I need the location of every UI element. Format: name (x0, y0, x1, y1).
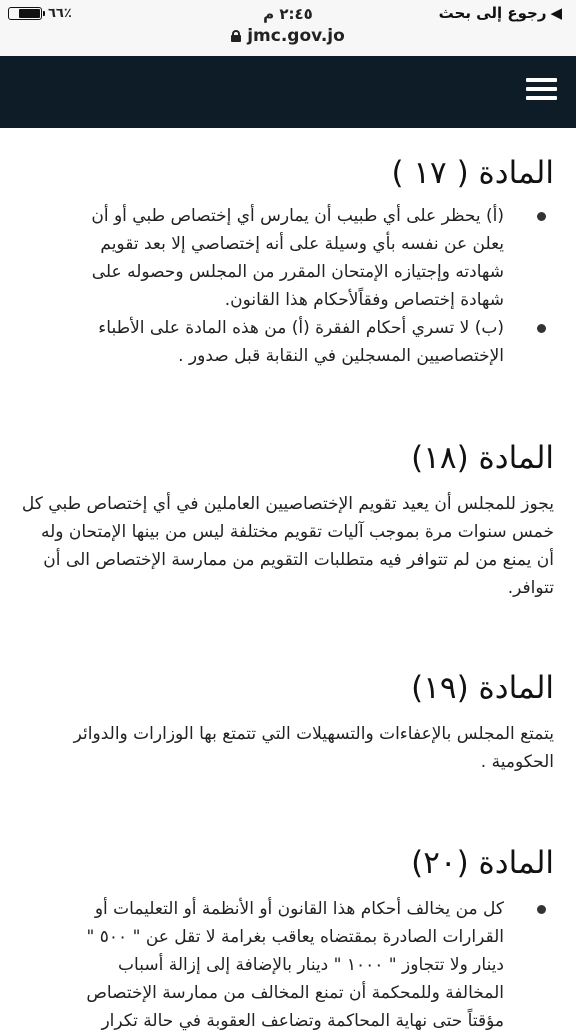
back-chevron-icon: ◀ (550, 4, 562, 22)
article-title: المادة (٢٠) (411, 845, 554, 881)
article-18 (20, 438, 554, 602)
article-text: يتمتع المجلس بالإعفاءات والتسهيلات التي تتمتع بها الوزارات والدوائر الحكومية . (73, 724, 554, 772)
lock-icon (231, 30, 241, 42)
url-text: jmc.gov.jo (247, 26, 345, 46)
article-list (20, 895, 554, 1035)
page-content (0, 128, 576, 1031)
back-to-search-label: رجوع إلى بحث (438, 4, 547, 22)
article-text: يجوز للمجلس أن يعيد تقويم الإختصاصيين العاملين في أي إختصاص طبي كل خمس سنوات مرة بموجب آليات تقويم مختلفة ليس من بينها الإمتحان وله أن يمنع من لم تتوافر فيه متطلبات التقويم من ممارسة الإختصاص الى أن تتوافر. (21, 494, 554, 598)
status-bar (0, 0, 576, 57)
article-title: المادة ( ١٧ ) (391, 155, 554, 191)
status-time: ٢:٤٥ م (263, 5, 313, 23)
article-title: المادة (١٨) (411, 440, 554, 476)
list-item: (أ) يحظر على أي طبيب أن يمارس أي إختصاص طبي أو أن يعلن عن نفسه بأي وسيلة على أنه إختصاصي إلا بعد تقويم شهادته وإجتيازه الإمتحان المقرر من المجلس وحصوله على شهادة إختصاص وفقاًلأحكام هذا القانون. (20, 202, 554, 314)
list-item: كل من يخالف أحكام هذا القانون أو الأنظمة أو التعليمات أو القرارات الصادرة بمقتضاه يعاقب بغرامة لا تقل عن " ٥٠٠ " دينار ولا تتجاوز " ١٠٠٠ " دينار بالإضافة إلى إزالة أسباب المخالفة وللمحكمة أن تمنع المخالف من ممارسة الإختصاص مؤقتاً حتى نهاية المحاكمة وتضاعف العقوبة في حالة تكرار (20, 895, 554, 1035)
address-bar[interactable] (0, 26, 576, 46)
battery-icon (8, 7, 42, 20)
article-20 (20, 843, 554, 1035)
article-19 (20, 668, 554, 776)
bullet-icon (537, 324, 546, 333)
battery-indicator (8, 6, 72, 21)
hamburger-icon[interactable] (526, 78, 557, 100)
bullet-icon (537, 905, 546, 914)
article-list (20, 202, 554, 370)
bullet-icon (537, 212, 546, 221)
article-17 (20, 153, 554, 370)
battery-percent: ٦٦٪ (48, 6, 72, 21)
article-title: المادة (١٩) (411, 670, 554, 706)
site-header (0, 56, 576, 128)
list-item: (ب) لا تسري أحكام الفقرة (أ) من هذه المادة على الأطباء الإختصاصيين المسجلين في النقابة قبل صدور . (20, 314, 554, 370)
